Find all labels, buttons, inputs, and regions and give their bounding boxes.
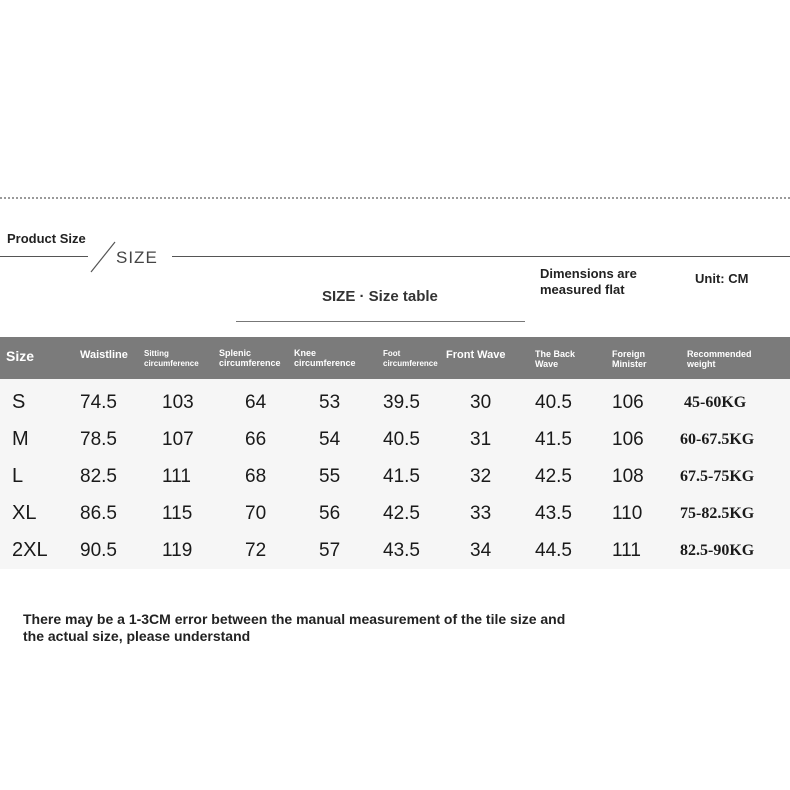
title-underline xyxy=(236,321,525,322)
cell-weight: 82.5-90KG xyxy=(680,542,755,559)
cell-foot: 40.5 xyxy=(383,429,420,450)
cell-front-wave: 31 xyxy=(470,429,492,450)
cell-waistline: 90.5 xyxy=(80,540,117,561)
cell-sitting: 103 xyxy=(162,392,194,413)
col-weight-line1: Recommended xyxy=(687,349,752,359)
cell-knee: 57 xyxy=(319,540,341,561)
table-body xyxy=(0,379,790,569)
col-splenic xyxy=(219,348,281,368)
table-row xyxy=(0,532,790,569)
size-table-title: SIZE · Size table xyxy=(322,288,438,305)
top-dotted-divider xyxy=(0,197,790,199)
col-size: Size xyxy=(6,348,35,364)
cell-splenic: 72 xyxy=(245,540,267,561)
cell-waistline: 82.5 xyxy=(80,466,117,487)
cell-knee: 56 xyxy=(319,503,341,524)
table-header xyxy=(0,337,790,379)
cell-front-wave: 32 xyxy=(470,466,492,487)
cell-back-wave: 42.5 xyxy=(535,466,572,487)
cell-back-wave: 43.5 xyxy=(535,503,572,524)
col-weight-line2: weight xyxy=(687,359,716,369)
cell-weight: 75-82.5KG xyxy=(680,505,755,522)
cell-front-wave: 34 xyxy=(470,540,492,561)
table-row xyxy=(0,384,790,421)
col-sitting-line2: circumference xyxy=(144,359,199,368)
product-size-label: Product Size xyxy=(7,231,86,246)
unit-label: Unit: CM xyxy=(695,271,749,286)
col-knee-line2: circumference xyxy=(294,358,356,368)
cell-foreign: 111 xyxy=(612,540,641,561)
header-rule-right xyxy=(172,256,790,257)
cell-splenic: 64 xyxy=(245,392,267,413)
col-foot-line2: circumference xyxy=(383,359,438,368)
col-sitting-line1: Sitting xyxy=(144,349,169,358)
header-rule-left xyxy=(0,256,88,257)
cell-weight: 60-67.5KG xyxy=(680,431,755,448)
cell-foreign: 106 xyxy=(612,392,644,413)
col-waistline: Waistline xyxy=(80,349,128,361)
dimensions-note-line2: measured flat xyxy=(540,282,625,297)
cell-weight: 67.5-75KG xyxy=(680,468,755,485)
col-foreign-line1: Foreign xyxy=(612,349,645,359)
cell-waistline: 74.5 xyxy=(80,392,117,413)
cell-waistline: 78.5 xyxy=(80,429,117,450)
note-line1: There may be a 1-3CM error between the manual measurement of the tile size and xyxy=(23,611,566,627)
cell-size: L xyxy=(12,465,24,487)
col-recommended-weight xyxy=(687,349,752,369)
col-sitting xyxy=(144,349,199,369)
cell-back-wave: 41.5 xyxy=(535,429,572,450)
cell-size: XL xyxy=(12,502,37,524)
cell-weight: 45-60KG xyxy=(684,394,747,411)
cell-splenic: 66 xyxy=(245,429,267,450)
size-heading: SIZE xyxy=(116,248,158,267)
cell-back-wave: 40.5 xyxy=(535,392,572,413)
cell-sitting: 119 xyxy=(162,540,193,561)
cell-foot: 42.5 xyxy=(383,503,420,524)
table-row xyxy=(0,495,790,532)
col-foreign-minister xyxy=(612,349,647,369)
col-foreign-line2: Minister xyxy=(612,359,647,369)
cell-foreign: 108 xyxy=(612,466,644,487)
cell-foreign: 106 xyxy=(612,429,644,450)
col-front-wave: Front Wave xyxy=(446,349,506,361)
col-foot-line1: Foot xyxy=(383,349,401,358)
col-back-wave xyxy=(535,349,575,369)
col-splenic-line2: circumference xyxy=(219,358,281,368)
cell-sitting: 111 xyxy=(162,466,191,487)
cell-knee: 54 xyxy=(319,429,341,450)
cell-front-wave: 33 xyxy=(470,503,492,524)
col-knee-line1: Knee xyxy=(294,348,317,358)
col-back-wave-line2: Wave xyxy=(535,359,559,369)
header-slash xyxy=(88,241,118,273)
col-knee xyxy=(294,348,356,368)
col-back-wave-line1: The Back xyxy=(535,349,576,359)
note-line2: the actual size, please understand xyxy=(23,628,251,644)
cell-foot: 43.5 xyxy=(383,540,420,561)
cell-knee: 55 xyxy=(319,466,341,487)
dimensions-note xyxy=(540,266,637,298)
cell-splenic: 70 xyxy=(245,503,267,524)
cell-waistline: 86.5 xyxy=(80,503,117,524)
cell-back-wave: 44.5 xyxy=(535,540,572,561)
col-foot xyxy=(383,349,438,369)
cell-sitting: 107 xyxy=(162,429,194,450)
dimensions-note-line1: Dimensions are xyxy=(540,266,637,281)
cell-sitting: 115 xyxy=(162,503,193,524)
cell-size: S xyxy=(12,391,26,413)
table-row xyxy=(0,421,790,458)
cell-foot: 41.5 xyxy=(383,466,420,487)
cell-knee: 53 xyxy=(319,392,341,413)
cell-splenic: 68 xyxy=(245,466,267,487)
cell-size: M xyxy=(12,428,29,450)
cell-foot: 39.5 xyxy=(383,392,420,413)
cell-size: 2XL xyxy=(12,539,48,561)
measurement-error-note xyxy=(23,611,673,645)
col-splenic-line1: Splenic xyxy=(219,348,252,358)
cell-front-wave: 30 xyxy=(470,392,492,413)
cell-foreign: 110 xyxy=(612,503,643,524)
table-row xyxy=(0,458,790,495)
